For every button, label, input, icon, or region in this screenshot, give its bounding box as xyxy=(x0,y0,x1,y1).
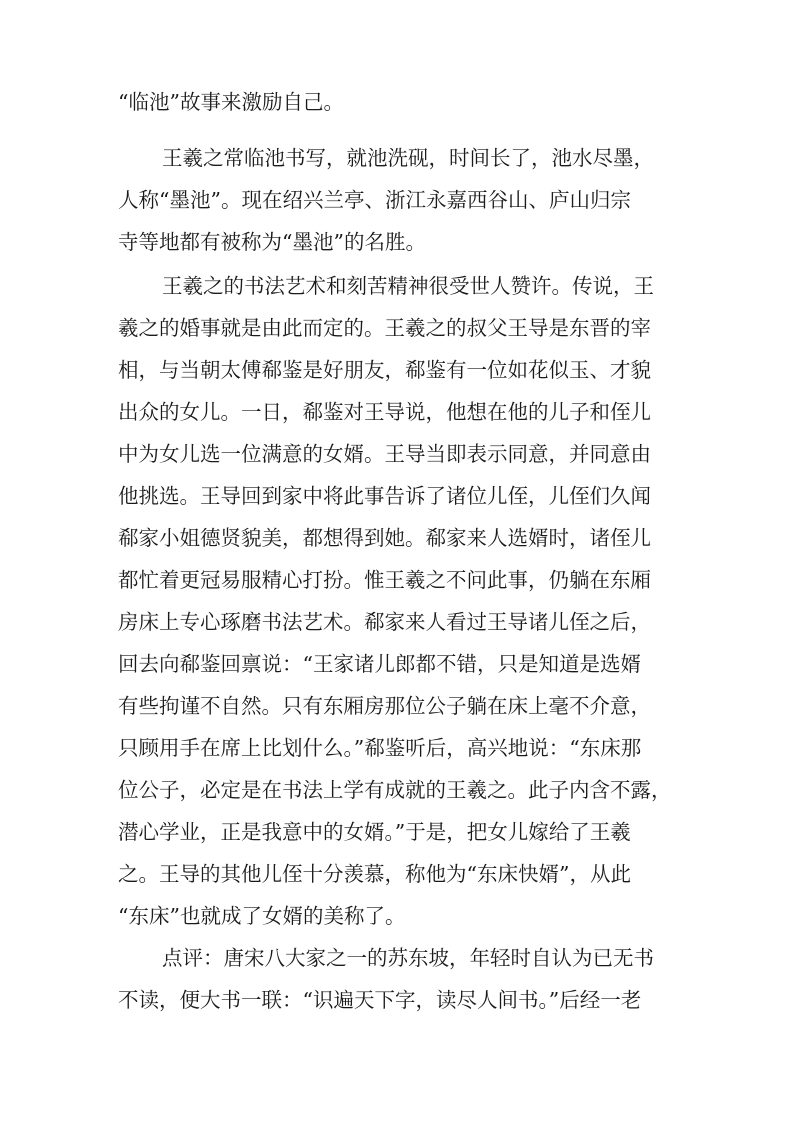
line-text: 都忙着更冠易服精心打扮。惟王羲之不问此事，仍躺在东厢 xyxy=(118,568,651,592)
line-text: 不读，便大书一联：“识遍天下字，读尽人间书。”后经一老 xyxy=(118,988,642,1012)
paragraph-start-line xyxy=(0,938,794,978)
text-line xyxy=(0,854,794,894)
text-line xyxy=(0,560,794,600)
line-text: “临池”故事来激励自己。 xyxy=(118,90,344,114)
text-line xyxy=(0,518,794,558)
line-text: 房床上专心琢磨书法艺术。郗家来人看过王导诸儿侄之后， xyxy=(118,610,651,634)
line-text: 王羲之的书法艺术和刻苦精神很受世人赞许。传说，王 xyxy=(162,274,654,298)
text-line xyxy=(0,728,794,768)
line-text: 羲之的婚事就是由此而定的。王羲之的叔父王导是东晋的宰 xyxy=(118,316,651,340)
text-line xyxy=(0,222,794,262)
line-text: 他挑选。王导回到家中将此事告诉了诸位儿侄，儿侄们久闻 xyxy=(118,484,651,508)
text-line xyxy=(0,896,794,936)
text-line xyxy=(0,180,794,220)
text-line xyxy=(0,350,794,390)
line-text: 点评：唐宋八大家之一的苏东坡，年轻时自认为已无书 xyxy=(162,946,654,970)
line-text: 只顾用手在席上比划什么。”郗鉴听后，高兴地说：“东床那 xyxy=(118,736,642,760)
line-text: 回去向郗鉴回禀说：“王家诸儿郎都不错，只是知道是选婿 xyxy=(118,652,641,676)
line-text: 中为女儿选一位满意的女婿。王导当即表示同意，并同意由 xyxy=(118,442,651,466)
text-line xyxy=(0,686,794,726)
paragraph-start-line xyxy=(0,138,794,178)
text-line xyxy=(0,812,794,852)
text-line xyxy=(0,434,794,474)
line-text: 人称“墨池”。现在绍兴兰亭、浙江永嘉西谷山、庐山归宗 xyxy=(118,188,631,212)
text-line xyxy=(0,770,794,810)
line-text: 有些拘谨不自然。只有东厢房那位公子躺在床上毫不介意， xyxy=(118,694,651,718)
text-line xyxy=(0,476,794,516)
text-line xyxy=(0,392,794,432)
text-line xyxy=(0,980,794,1020)
line-text: “东床”也就成了女婿的美称了。 xyxy=(118,904,406,928)
line-text: 之。王导的其他儿侄十分羡慕，称他为“东床快婿”，从此 xyxy=(118,862,631,886)
line-text: 郗家小姐德贤貌美，都想得到她。郗家来人选婿时，诸侄儿 xyxy=(118,526,651,550)
text-line xyxy=(0,82,794,122)
line-text: 寺等地都有被称为“墨池”的名胜。 xyxy=(118,230,426,254)
line-text: 相，与当朝太傅郗鉴是好朋友，郗鉴有一位如花似玉、才貌 xyxy=(118,358,651,382)
line-text: 位公子，必定是在书法上学有成就的王羲之。此子内含不露， xyxy=(118,778,672,802)
paragraph-start-line xyxy=(0,266,794,306)
line-text: 出众的女儿。一日，郗鉴对王导说，他想在他的儿子和侄儿 xyxy=(118,400,651,424)
text-line xyxy=(0,602,794,642)
text-line xyxy=(0,308,794,348)
line-text: 王羲之常临池书写，就池洗砚，时间长了，池水尽墨， xyxy=(162,146,654,170)
text-line xyxy=(0,644,794,684)
line-text: 潜心学业，正是我意中的女婿。”于是，把女儿嫁给了王羲 xyxy=(118,820,631,844)
